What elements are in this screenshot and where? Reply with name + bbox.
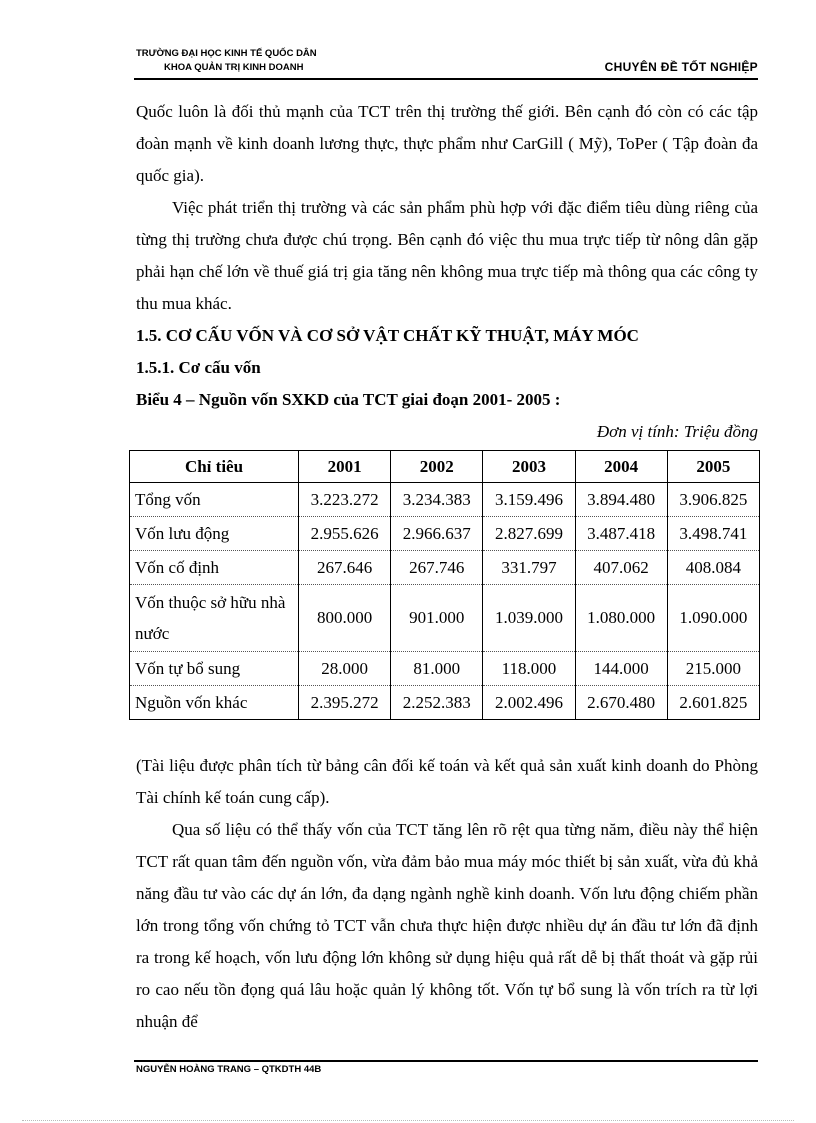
page-content (136, 96, 758, 1038)
paragraph-3: (Tài liệu được phân tích từ bảng cân đối kế toán và kết quả sản xuất kinh doanh do Phòng Tài chính kế toán cung cấp). (136, 756, 758, 807)
table-title: Biểu 4 – Nguồn vốn SXKD của TCT giai đoạn 2001- 2005 : (136, 390, 561, 409)
table-row (130, 517, 760, 551)
document-type: CHUYÊN ĐỀ TỐT NGHIỆP (604, 60, 758, 74)
unit-label: Đơn vị tính: Triệu đồng (596, 422, 758, 441)
faculty-name: KHOA QUẢN TRỊ KINH DOANH (164, 62, 304, 73)
cell-value: 408.084 (667, 551, 759, 585)
cell-value: 3.894.480 (575, 483, 667, 517)
cell-value: 800.000 (299, 585, 391, 652)
cell-value: 3.487.418 (575, 517, 667, 551)
cell-value: 1.090.000 (667, 585, 759, 652)
cell-value: 144.000 (575, 652, 667, 686)
subsection-heading: 1.5.1. Cơ cấu vốn (136, 358, 261, 377)
cell-value: 901.000 (391, 585, 483, 652)
page-bottom-dotted-line (22, 1120, 794, 1121)
row-label: Vốn tự bổ sung (130, 652, 299, 686)
cell-value: 3.498.741 (667, 517, 759, 551)
cell-value: 267.646 (299, 551, 391, 585)
table-row (130, 585, 760, 652)
footer-rule (134, 1060, 758, 1062)
table-row (130, 551, 760, 585)
cell-value: 3.906.825 (667, 483, 759, 517)
cell-value: 1.080.000 (575, 585, 667, 652)
cell-value: 3.234.383 (391, 483, 483, 517)
table-row (130, 483, 760, 517)
cell-value: 407.062 (575, 551, 667, 585)
section-heading: 1.5. CƠ CẤU VỐN VÀ CƠ SỞ VẬT CHẤT KỸ THUẬT, MÁY MÓC (136, 326, 639, 345)
cell-value: 81.000 (391, 652, 483, 686)
row-label: Tổng vốn (130, 483, 299, 517)
cell-value: 215.000 (667, 652, 759, 686)
header-cell: 2002 (391, 451, 483, 483)
page-header-left (136, 47, 317, 75)
capital-table (129, 450, 760, 720)
row-label: Nguồn vốn khác (130, 686, 299, 720)
header-cell: 2003 (483, 451, 575, 483)
cell-value: 3.223.272 (299, 483, 391, 517)
paragraph-1: Quốc luôn là đối thủ mạnh của TCT trên thị trường thế giới. Bên cạnh đó còn có các tập đoàn mạnh về kinh doanh lương thực, thực phẩm như CarGill ( Mỹ), ToPer ( Tập đoàn đa quốc gia). (136, 102, 758, 185)
header-cell: 2004 (575, 451, 667, 483)
header-cell: Chỉ tiêu (130, 451, 299, 483)
university-name: TRƯỜNG ĐẠI HỌC KINH TẾ QUỐC DÂN (136, 48, 317, 59)
cell-value: 2.002.496 (483, 686, 575, 720)
cell-value: 2.955.626 (299, 517, 391, 551)
cell-value: 3.159.496 (483, 483, 575, 517)
cell-value: 267.746 (391, 551, 483, 585)
cell-value: 28.000 (299, 652, 391, 686)
cell-value: 2.252.383 (391, 686, 483, 720)
footer-author: NGUYỄN HOÀNG TRANG – QTKDTH 44B (136, 1064, 322, 1075)
cell-value: 2.966.637 (391, 517, 483, 551)
cell-value: 2.827.699 (483, 517, 575, 551)
cell-value: 2.395.272 (299, 686, 391, 720)
cell-value: 331.797 (483, 551, 575, 585)
row-label: Vốn cố định (130, 551, 299, 585)
paragraph-2: Việc phát triển thị trường và các sản phẩm phù hợp với đặc điểm tiêu dùng riêng của từng thị trường chưa được chú trọng. Bên cạnh đó việc thu mua trực tiếp từ nông dân gặp phải hạn chế lớn về thuế giá trị gia tăng nên không mua trực tiếp mà thông qua các công ty thu mua khác. (136, 198, 758, 313)
cell-value: 2.670.480 (575, 686, 667, 720)
cell-value: 118.000 (483, 652, 575, 686)
table-row (130, 686, 760, 720)
cell-value: 1.039.000 (483, 585, 575, 652)
header-cell: 2001 (299, 451, 391, 483)
table-row (130, 652, 760, 686)
paragraph-4: Qua số liệu có thể thấy vốn của TCT tăng lên rõ rệt qua từng năm, điều này thể hiện TCT rất quan tâm đến nguồn vốn, vừa đảm bảo mua máy móc thiết bị sản xuất, vừa đủ khả năng đầu tư vào các dự án lớn, đa dạng ngành nghề kinh doanh. Vốn lưu động chiếm phần lớn trong tổng vốn chứng tỏ TCT vẫn chưa thực hiện được nhiều dự án đầu tư lớn đã định ra trong kế hoạch, vốn lưu động lớn không sử dụng hiệu quả rất dễ bị thất thoát và gặp rủi ro cao nếu tồn đọng quá lâu hoặc quản lý không tốt. Vốn tự bổ sung là vốn trích ra từ lợi nhuận để (136, 820, 758, 1031)
header-rule (134, 78, 758, 80)
row-label: Vốn lưu động (130, 517, 299, 551)
cell-value: 2.601.825 (667, 686, 759, 720)
header-cell: 2005 (667, 451, 759, 483)
table-header-row (130, 451, 760, 483)
row-label: Vốn thuộc sở hữu nhà nước (130, 585, 299, 652)
